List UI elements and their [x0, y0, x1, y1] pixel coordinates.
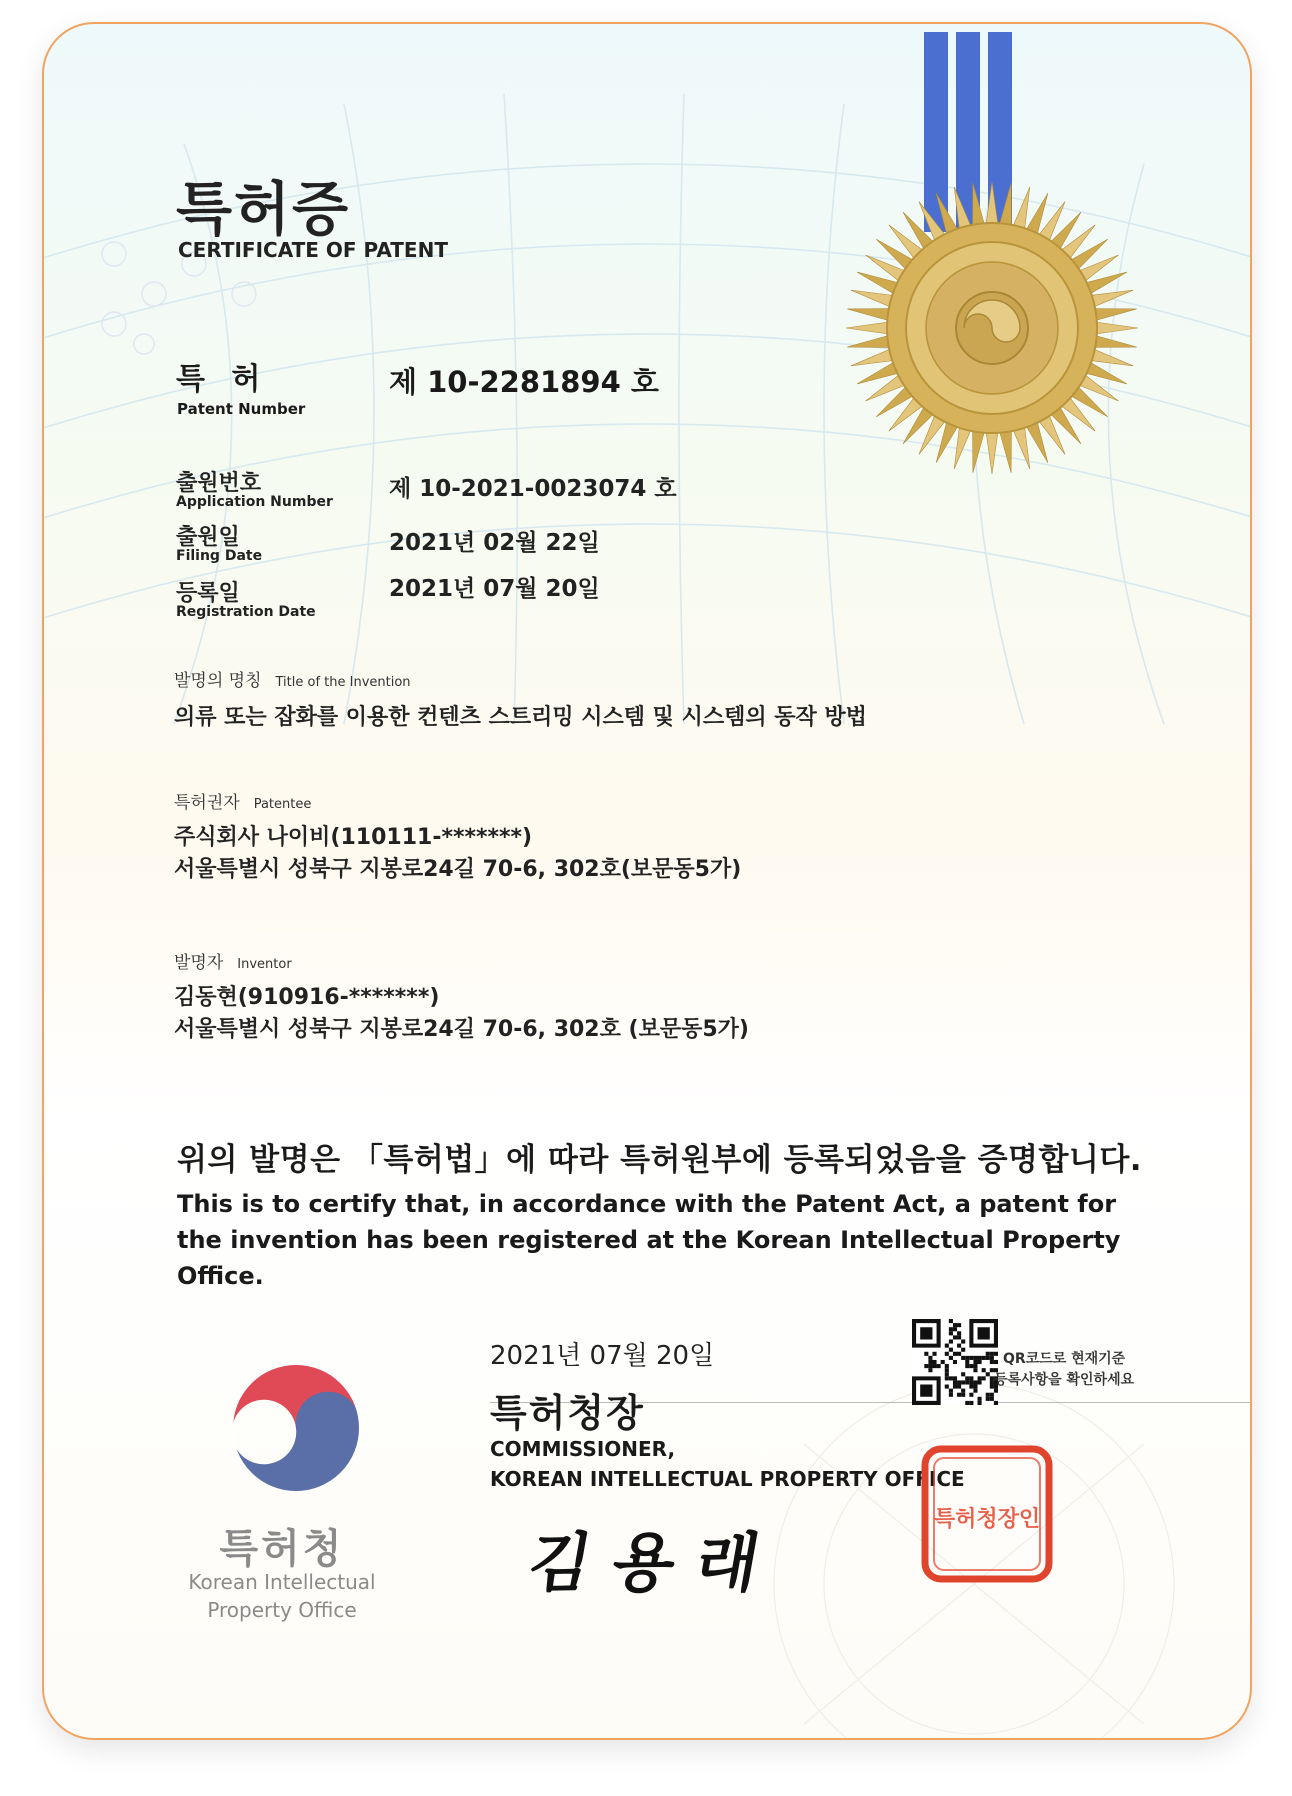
gold-medal-emblem — [842, 178, 1142, 478]
registration-date-label: 등록일 — [176, 581, 240, 606]
application-number-value: 제 10-2021-0023074 호 — [389, 476, 677, 502]
invention-title-value: 의류 또는 잡화를 이용한 컨텐츠 스트리밍 시스템 및 시스템의 동작 방법 — [174, 705, 867, 730]
kipo-taegeuk-logo — [226, 1358, 366, 1498]
inventor-label-ko: 발명자 — [174, 953, 224, 973]
inventor-label-en: Inventor — [237, 957, 292, 972]
filing-date-value: 2021년 02월 22일 — [389, 530, 600, 556]
kipo-name-english-line2: Property Office — [207, 1598, 357, 1622]
qr-instruction — [994, 1349, 1134, 1391]
invention-label-en: Title of the Invention — [275, 675, 411, 690]
seal-text: 특허청장인 — [933, 1507, 1041, 1532]
qr-code[interactable] — [912, 1319, 998, 1405]
official-seal-stamp — [920, 1444, 1054, 1584]
commissioner-title-line2: KOREAN INTELLECTUAL PROPERTY OFFICE — [490, 1467, 965, 1491]
certification-statement-korean: 위의 발명은 「특허법」에 따라 특허원부에 등록되었음을 증명합니다. — [177, 1142, 1143, 1178]
patentee-address: 서울특별시 성북구 지봉로24길 70-6, 302호(보문동5가) — [174, 857, 742, 882]
certificate-title-english: CERTIFICATE OF PATENT — [178, 238, 448, 262]
certification-statement-english: This is to certify that, in accordance with the Patent Act, a patent for the invention has been registered at the Korean Intellectual Property Office. — [177, 1190, 1121, 1290]
inventor-name: 김동현(910916-*******) — [174, 985, 440, 1010]
patent-number-value: 제 10-2281894 호 — [389, 365, 659, 399]
certificate-card — [42, 22, 1252, 1740]
application-number-label-en: Application Number — [176, 494, 333, 510]
filing-date-label-en: Filing Date — [176, 548, 263, 564]
application-number-label: 출원번호 — [176, 471, 262, 496]
kipo-name-english-line1: Korean Intellectual — [188, 1570, 376, 1594]
patent-number-label-en: Patent Number — [177, 400, 306, 418]
inventor-label — [174, 948, 292, 973]
qr-instruction-line2: 등록사항을 확인하세요 — [994, 1372, 1135, 1388]
commissioner-title-english — [490, 1434, 965, 1494]
registration-date-label-en: Registration Date — [176, 604, 316, 620]
qr-instruction-line1: QR코드로 현재기준 — [1002, 1351, 1126, 1367]
kipo-name-korean: 특허청 — [219, 1526, 345, 1572]
invention-label-ko: 발명의 명칭 — [174, 671, 262, 691]
registration-date-value: 2021년 07월 20일 — [389, 576, 600, 602]
patent-number-label: 특 허 — [176, 362, 269, 397]
commissioner-signature: 김용래 — [522, 1526, 788, 1601]
patentee-name: 주식회사 나이비(110111-*******) — [174, 825, 533, 850]
patentee-label-ko: 특허권자 — [174, 793, 240, 813]
certificate-title-korean: 특허증 — [176, 175, 351, 243]
issue-date: 2021년 07월 20일 — [490, 1341, 715, 1371]
patentee-label — [174, 788, 311, 813]
inventor-address: 서울특별시 성북구 지봉로24길 70-6, 302호 (보문동5가) — [174, 1017, 749, 1042]
kipo-name-english — [152, 1568, 412, 1624]
filing-date-label: 출원일 — [176, 525, 240, 550]
invention-label — [174, 666, 411, 691]
patentee-label-en: Patentee — [253, 797, 312, 812]
commissioner-title-korean: 특허청장 — [490, 1391, 645, 1435]
commissioner-title-line1: COMMISSIONER, — [490, 1437, 676, 1461]
